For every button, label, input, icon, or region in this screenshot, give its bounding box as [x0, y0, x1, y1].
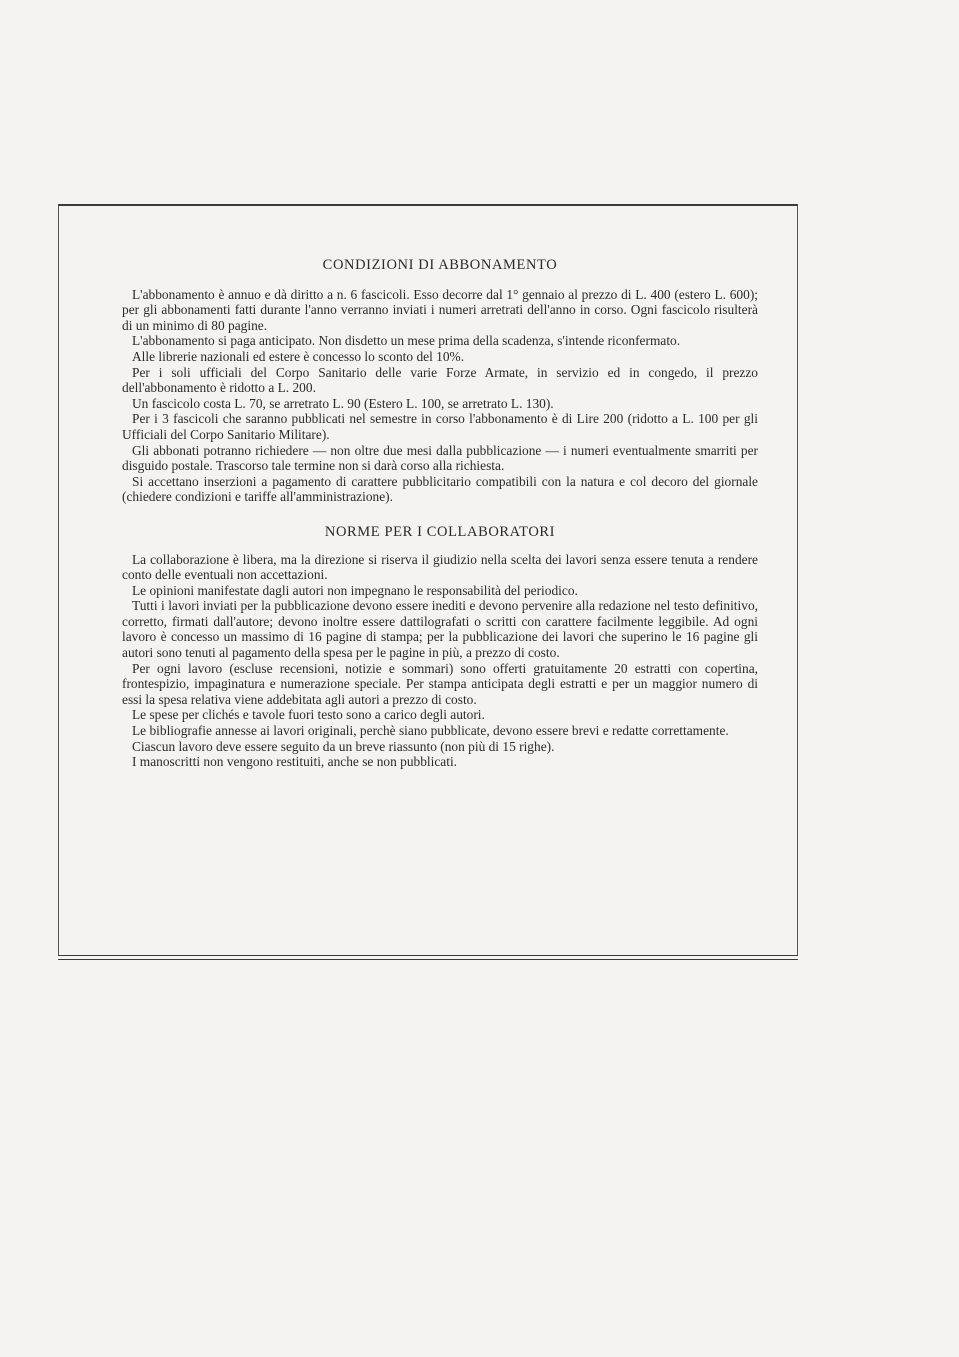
norms-paragraph: Ciascun lavoro deve essere seguito da un breve riassunto (non più di 15 righe). — [132, 738, 555, 754]
norms-paragraph: La collaborazione è libera, ma la direzione si riserva il giudizio nella scelta dei lavori senza essere tenuta a rendere conto delle eventuali non accettazioni. — [122, 551, 758, 583]
norms-paragraph: Tutti i lavori inviati per la pubblicazione devono essere inediti e devono pervenire alla redazione nel testo definitivo, corretto, firmati dall'autore; devono inoltre essere dattilografati o scritti con carattere facilmente leggibile. Ad ogni lavoro è concesso un massimo di 16 pagine di stampa; per la pubblicazione dei lavori che superino le 16 pagine gli autori sono tenuti al pagamento della spesa per le pagine in più, a prezzo di costo. — [122, 598, 758, 661]
norms-paragraph: Per ogni lavoro (escluse recensioni, notizie e sommari) sono offerti gratuitamente 20 estratti con copertina, frontespizio, impaginatura e numerazione speciale. Per stampa anticipata degli estratti e per un maggior numero di essi la spesa relativa viene addebitata agli autori a prezzo di costo. — [122, 660, 758, 707]
contributor-norms-title: NORME PER I COLLABORATORI — [324, 523, 556, 540]
conditions-paragraph: Gli abbonati potranno richiedere — non oltre due mesi dalla pubblicazione — i numeri eventualmente smarriti per disguido postale. Trascorso tale termine non si darà corso alla richiesta. — [122, 442, 758, 474]
norms-paragraph: Le bibliografie annesse ai lavori originali, perchè siano pubblicate, devono essere brevi e redatte correttamente. — [132, 723, 729, 739]
conditions-paragraph: Per i 3 fascicoli che saranno pubblicati nel semestre in corso l'abbonamento è di Lire 200 (ridotto a L. 100 per gli Ufficiali del Corpo Sanitario Militare). — [122, 411, 758, 442]
norms-paragraph: Le opinioni manifestate dagli autori non impegnano le responsabilità del periodico. — [132, 582, 578, 598]
conditions-paragraph: Per i soli ufficiali del Corpo Sanitario delle varie Forze Armate, in servizio ed in congedo, il prezzo dell'abbonamento è ridotto a L. 200. — [122, 364, 758, 396]
conditions-paragraph: Alle librerie nazionali ed estere è concesso lo sconto del 10%. — [132, 348, 465, 364]
conditions-paragraph: Si accettano inserzioni a pagamento di carattere pubblicitario compatibili con la natura e col decoro del giornale (chiedere condizioni e tariffe all'amministrazione). — [122, 473, 758, 505]
subscription-conditions-section — [122, 258, 758, 505]
conditions-paragraph: L'abbonamento è annuo e dà diritto a n. 6 fascicoli. Esso decorre dal 1° gennaio al prezzo di L. 400 (estero L. 600); per gli abbonamenti fatti durante l'anno verranno inviati i numeri arretrati dell'anno in corso. Ogni fascicolo risulterà di un minimo di 80 pagine. — [122, 286, 758, 333]
norms-paragraph: I manoscritti non vengono restituiti, anche se non pubblicati. — [132, 754, 458, 770]
conditions-paragraph: L'abbonamento si paga anticipato. Non disdetto un mese prima della scadenza, s'intende riconfermato. — [132, 333, 681, 349]
contributor-norms-section — [122, 525, 758, 770]
subscription-conditions-title: CONDIZIONI DI ABBONAMENTO — [322, 257, 558, 273]
conditions-paragraph: Un fascicolo costa L. 70, se arretrato L. 90 (Estero L. 100, se arretrato L. 130). — [132, 395, 554, 411]
norms-paragraph: Le spese per clichés e tavole fuori testo sono a carico degli autori. — [132, 707, 485, 723]
page-content — [122, 258, 758, 770]
